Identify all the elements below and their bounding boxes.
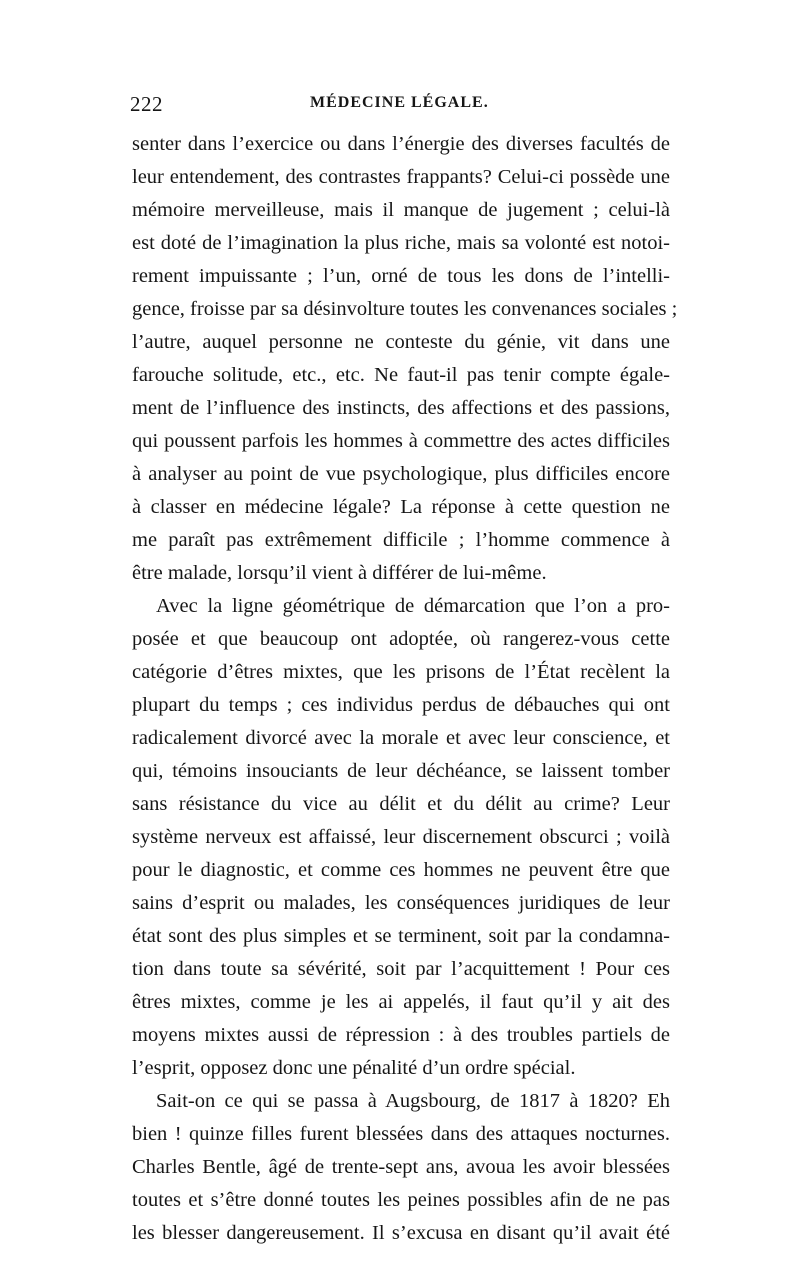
text-line: rement impuissante ; l’un, orné de tous les dons de l’intelli-	[132, 265, 670, 287]
paragraph-first-line: Avec la ligne géométrique de démarcation que l’on a pro-	[156, 595, 670, 617]
text-line: les blesser dangereusement. Il s’excusa en disant qu’il avait été	[132, 1222, 670, 1244]
body-text	[132, 128, 678, 1250]
page-number: 222	[130, 92, 163, 116]
paragraph-last-line: être malade, lorsqu’il vient à différer de lui-même.	[132, 562, 547, 584]
text-line: sains d’esprit ou malades, les conséquences juridiques de leur	[132, 892, 670, 914]
text-line: posée et que beaucoup ont adoptée, où rangerez-vous cette	[132, 628, 670, 650]
paragraph-first-line: Sait-on ce qui se passa à Augsbourg, de 1817 à 1820? Eh	[156, 1090, 670, 1112]
text-line: leur entendement, des contrastes frappants? Celui-ci possède une	[132, 166, 670, 188]
text-line: farouche solitude, etc., etc. Ne faut-il pas tenir compte égale-	[132, 364, 670, 386]
text-line: pour le diagnostic, et comme ces hommes ne peuvent être que	[132, 859, 670, 881]
text-line: système nerveux est affaissé, leur discernement obscurci ; voilà	[132, 826, 670, 848]
text-line: senter dans l’exercice ou dans l’énergie des diverses facultés de	[132, 133, 670, 155]
text-line: radicalement divorcé avec la morale et avec leur conscience, et	[132, 727, 670, 749]
text-line: sans résistance du vice au délit et du délit au crime? Leur	[132, 793, 670, 815]
text-line: Charles Bentle, âgé de trente-sept ans, avoua les avoir blessées	[132, 1156, 670, 1178]
text-line: état sont des plus simples et se terminent, soit par la condamna-	[132, 925, 670, 947]
text-line: plupart du temps ; ces individus perdus de débauches qui ont	[132, 694, 670, 716]
text-line: l’autre, auquel personne ne conteste du génie, vit dans une	[132, 331, 670, 353]
text-line: ment de l’influence des instincts, des affections et des passions,	[132, 397, 670, 419]
text-line: est doté de l’imagination la plus riche, mais sa volonté est notoi-	[132, 232, 670, 254]
text-line: êtres mixtes, comme je les ai appelés, il faut qu’il y ait des	[132, 991, 670, 1013]
text-line: tion dans toute sa sévérité, soit par l’acquittement ! Pour ces	[132, 958, 670, 980]
text-line: moyens mixtes aussi de répression : à des troubles partiels de	[132, 1024, 670, 1046]
text-line: me paraît pas extrêmement difficile ; l’homme commence à	[132, 529, 670, 551]
text-line: toutes et s’être donné toutes les peines possibles afin de ne pas	[132, 1189, 670, 1211]
running-head: MÉDECINE LÉGALE.	[310, 94, 489, 111]
text-line: bien ! quinze filles furent blessées dans des attaques nocturnes.	[132, 1123, 670, 1145]
paragraph-last-line: l’esprit, opposez donc une pénalité d’un ordre spécial.	[132, 1057, 576, 1079]
text-line: mémoire merveilleuse, mais il manque de jugement ; celui-là	[132, 199, 670, 221]
text-line: qui poussent parfois les hommes à commettre des actes difficiles	[132, 430, 670, 452]
text-line: qui, témoins insouciants de leur déchéance, se laissent tomber	[132, 760, 670, 782]
text-line: catégorie d’êtres mixtes, que les prisons de l’État recèlent la	[132, 661, 670, 683]
text-line: gence, froisse par sa désinvolture toutes les convenances sociales ;	[132, 298, 678, 320]
text-line: à analyser au point de vue psychologique, plus difficiles encore	[132, 463, 670, 485]
text-line: à classer en médecine légale? La réponse à cette question ne	[132, 496, 670, 518]
